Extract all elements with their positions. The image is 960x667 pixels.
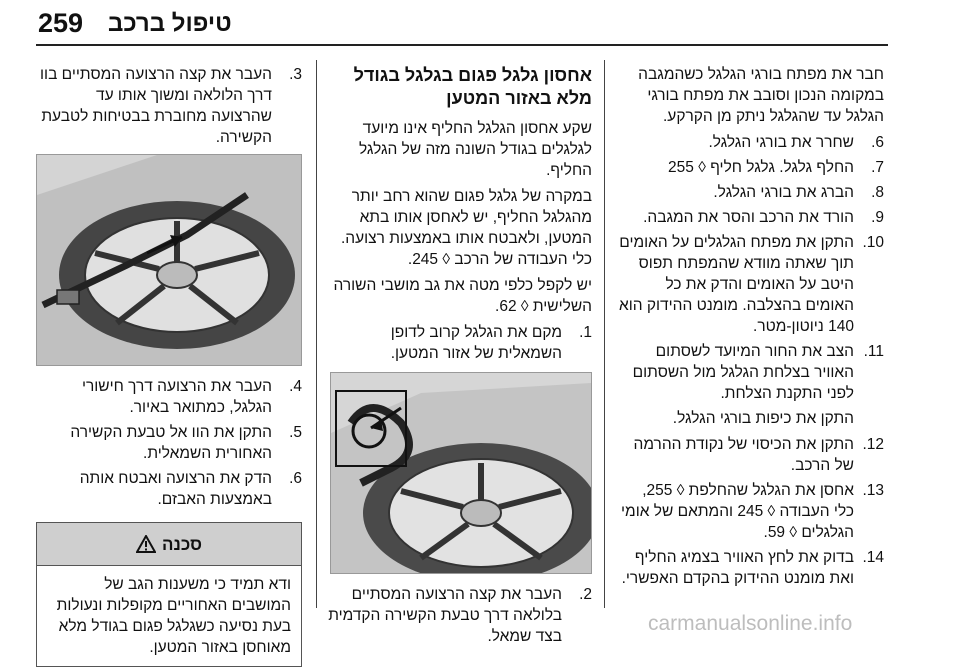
page-number: 259 — [38, 8, 84, 38]
paragraph: יש לקפל כלפי מטה את גב מושבי השורה השלישית ◊ 62. — [333, 277, 592, 315]
list-item: 12. התקן את הכיסוי של נקודת ההרמה של הרכב. — [633, 436, 884, 474]
list-item: 10. התקן את מפתח הגלגלים על האומים תוך שאתה מוודא שהמפתח תפוס היטב על האומים והדק את כל האומים בהצלבה. מומנט ההידוק הוא 140 ניוטון-מטר. — [618, 234, 884, 335]
list-item: 8. הברג את בורגי הגלגל. — [713, 184, 884, 201]
list-item: 1. מקם את הגלגל קרוב לדופן השמאלית של אזור המטען. — [390, 324, 592, 362]
figure-strap-ring — [330, 372, 592, 574]
header-rule — [36, 44, 888, 46]
warning-triangle-icon — [136, 535, 156, 553]
warning-header — [37, 523, 301, 566]
steps-list-b — [618, 434, 884, 589]
steps-list — [328, 322, 592, 364]
column-divider-left — [316, 60, 317, 608]
figure-strap-spokes — [36, 154, 302, 366]
wheel-strap-spokes-illustration — [37, 155, 301, 365]
warning-text: ודא תמיד כי משענות הגב של המושבים האחוריים מקופלות ונעולות בעת נסיעה כשגלגל פגום בגודל מלא מאוחסן באזור המטען. — [56, 576, 291, 656]
warning-title: סכנה — [162, 534, 202, 554]
steps-list-a — [36, 64, 302, 148]
list-item: 5. התקן את הוו אל טבעת הקשירה האחורית השמאלית. — [70, 424, 302, 462]
column-left — [36, 64, 302, 667]
steps-list-cont — [328, 584, 592, 647]
list-item: 3. העבר את קצה הרצועה המסתיים בוו דרך הלולאה ומשוך אותו עד שהרצועה מחוברת בבטיחות לטבעת הקשירה. — [40, 66, 302, 146]
paragraph: שקע אחסון הגלגל החליף אינו מיועד לגלגלים בגודל השונה מזה של הגלגל החליף. — [358, 120, 592, 179]
column-divider-right — [604, 60, 605, 608]
list-item: 13. אחסן את הגלגל שהחלפת ◊ 255, כלי העבודה ◊ 245 והמתאם של אומי הגלגלים ◊ 59. — [621, 482, 884, 541]
wheel-strap-illustration — [331, 373, 591, 573]
list-item: 4. העבר את הרצועה דרך חישורי הגלגל, כמתואר באיור. — [81, 378, 302, 416]
continuation-text: התקן את כיפות בורגי הגלגל. — [672, 410, 854, 427]
column-right — [618, 64, 884, 593]
page-title: טיפול ברכב — [108, 10, 232, 37]
list-item: 6. הדק את הרצועה ואבטח אותה באמצעות האבזם. — [79, 470, 302, 508]
intro-paragraph: חבר את מפתח בורגי הגלגל כשהמגבה במקומה הנכון וסובב את מפתח בורגי הגלגל עד שהגלגל ניתק מן הקרקע. — [638, 66, 884, 125]
list-item: 7. החלף גלגל. גלגל חליף ◊ 255 — [668, 159, 884, 176]
list-item: 11. הצב את החור המיועד לשסתום האוויר בצלחת הגלגל מול השסתום לפני התקנת הצלחת. — [632, 343, 884, 402]
list-item: 6. שחרר את בורגי הגלגל. — [708, 134, 884, 151]
list-item: 2. העבר את קצה הרצועה המסתיים בלולאה דרך טבעת הקשירה הקדמית בצד שמאל. — [328, 586, 592, 645]
steps-list-a — [618, 132, 884, 404]
warning-box — [36, 522, 302, 667]
page-header — [0, 0, 960, 48]
column-middle — [328, 64, 592, 651]
section-heading: אחסון גלגל פגום בגלגל בגודל מלא באזור המטען — [353, 65, 592, 108]
list-item: 9. הורד את הרכב והסר את המגבה. — [643, 209, 884, 226]
paragraph: במקרה של גלגל פגום שהוא רחב יותר מהגלגל החליף, יש לאחסן אותו בתא המטען, ולאבטח אותו באמצעות רצועה. כלי העבודה של הרכב ◊ 245. — [341, 188, 592, 268]
watermark: carmanualsonline.info — [648, 612, 853, 635]
list-item: 14. בדוק את לחץ האוויר בצמיג החליף ואת מומנט ההידוק בהקדם האפשרי. — [621, 549, 884, 587]
steps-list-b — [36, 376, 302, 510]
